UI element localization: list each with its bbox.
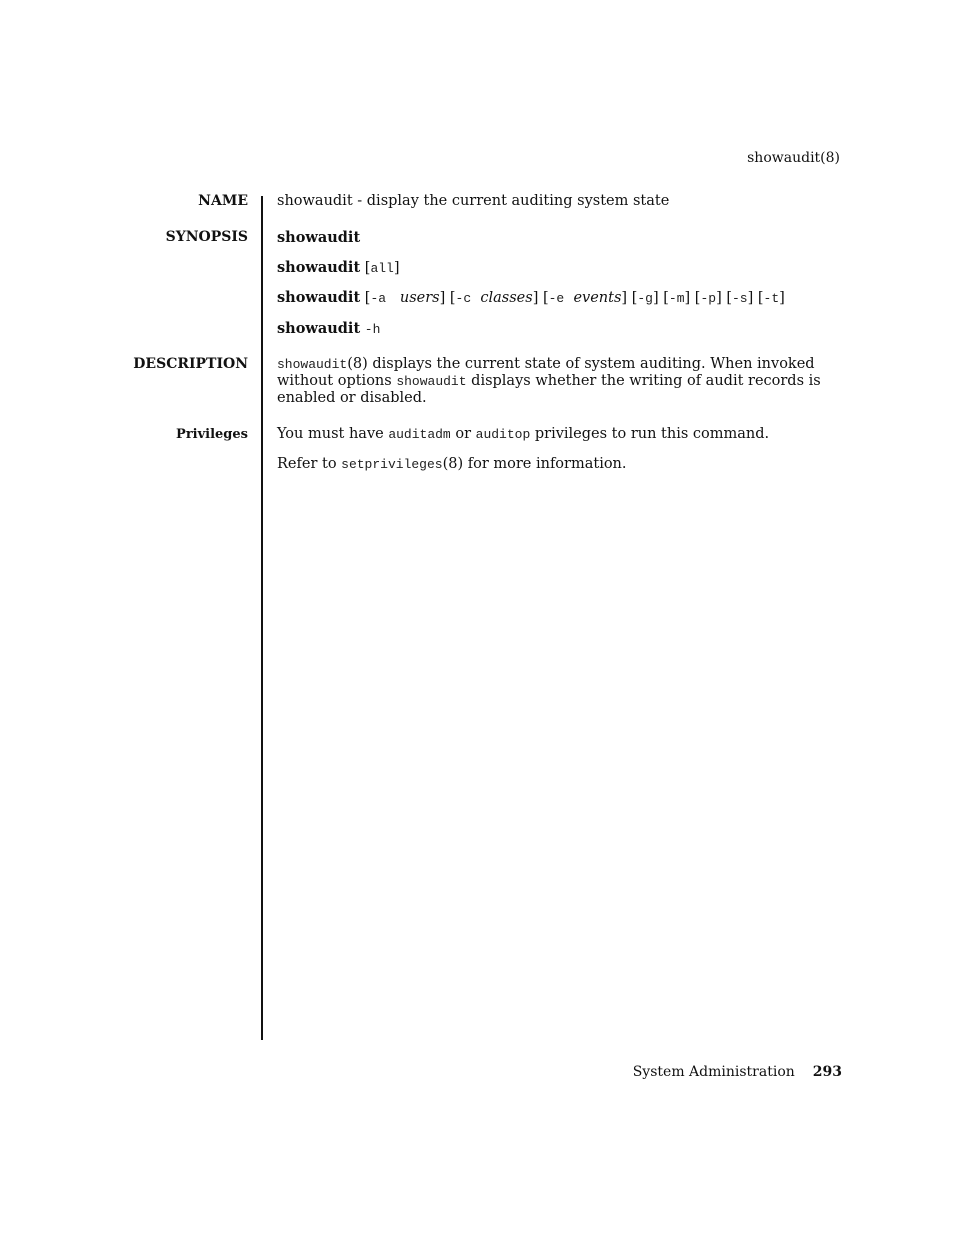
opt-s: -s <box>732 291 748 306</box>
refer-text-b: (8) for more information. <box>442 456 627 472</box>
bracket-close: ] <box>393 260 400 276</box>
val-classes: classes <box>480 290 533 306</box>
synopsis-line-1: showaudit <box>277 229 361 246</box>
opt-t: -t <box>763 291 780 306</box>
footer-book-title: System Administration <box>632 1064 795 1080</box>
opt-h: -h <box>364 322 381 337</box>
privileges-para-1 <box>277 426 769 442</box>
opt-p: -p <box>700 291 717 306</box>
priv-text-a: You must have <box>277 426 389 442</box>
section-divider-rule <box>261 196 263 1040</box>
opt-g: -g <box>637 291 653 306</box>
footer-page-number: 293 <box>812 1064 842 1080</box>
header-man-ref: showaudit(8) <box>747 150 840 166</box>
label-privileges: Privileges <box>176 427 248 442</box>
description-text <box>277 356 841 407</box>
desc-text-2: displays whether the writing of audit records is enabled or disabled. <box>277 373 821 406</box>
synopsis-arg-all: all <box>370 261 394 276</box>
opt-e: -e <box>548 291 565 306</box>
label-description: DESCRIPTION <box>133 356 248 372</box>
priv-text-b: or <box>450 426 476 442</box>
val-events: events <box>573 290 622 306</box>
opt-c: -c <box>455 291 472 306</box>
bracket-open: [ <box>364 260 371 276</box>
priv-auditadm: auditadm <box>388 427 451 442</box>
refer-setprivileges: setprivileges <box>341 457 443 472</box>
desc-inline-cmd: showaudit <box>396 374 467 389</box>
privileges-para-2 <box>277 456 627 472</box>
page-footer <box>633 1064 842 1080</box>
val-users: users <box>399 290 440 306</box>
synopsis-line-4 <box>277 320 380 337</box>
synopsis-cmd: showaudit <box>277 320 361 337</box>
synopsis-cmd: showaudit <box>277 259 361 276</box>
synopsis-line-2 <box>277 259 400 276</box>
label-name: NAME <box>198 193 248 209</box>
label-synopsis: SYNOPSIS <box>165 229 248 245</box>
priv-auditop: auditop <box>475 427 531 442</box>
desc-text-1: (8) displays the current state of system auditing. When invoked without options <box>277 356 815 389</box>
desc-ref-cmd: showaudit <box>277 357 348 372</box>
refer-text-a: Refer to <box>277 456 342 472</box>
opt-a: -a <box>370 291 387 306</box>
synopsis-cmd: showaudit <box>277 289 361 306</box>
priv-text-c: privileges to run this command. <box>530 426 770 442</box>
opt-m: -m <box>668 291 685 306</box>
name-text: showaudit - display the current auditing system state <box>277 193 670 209</box>
synopsis-line-3: showaudit [-a users] [-c classes] [-e events] [-g] [-m] [-p] [-s] [-t] <box>277 289 785 306</box>
